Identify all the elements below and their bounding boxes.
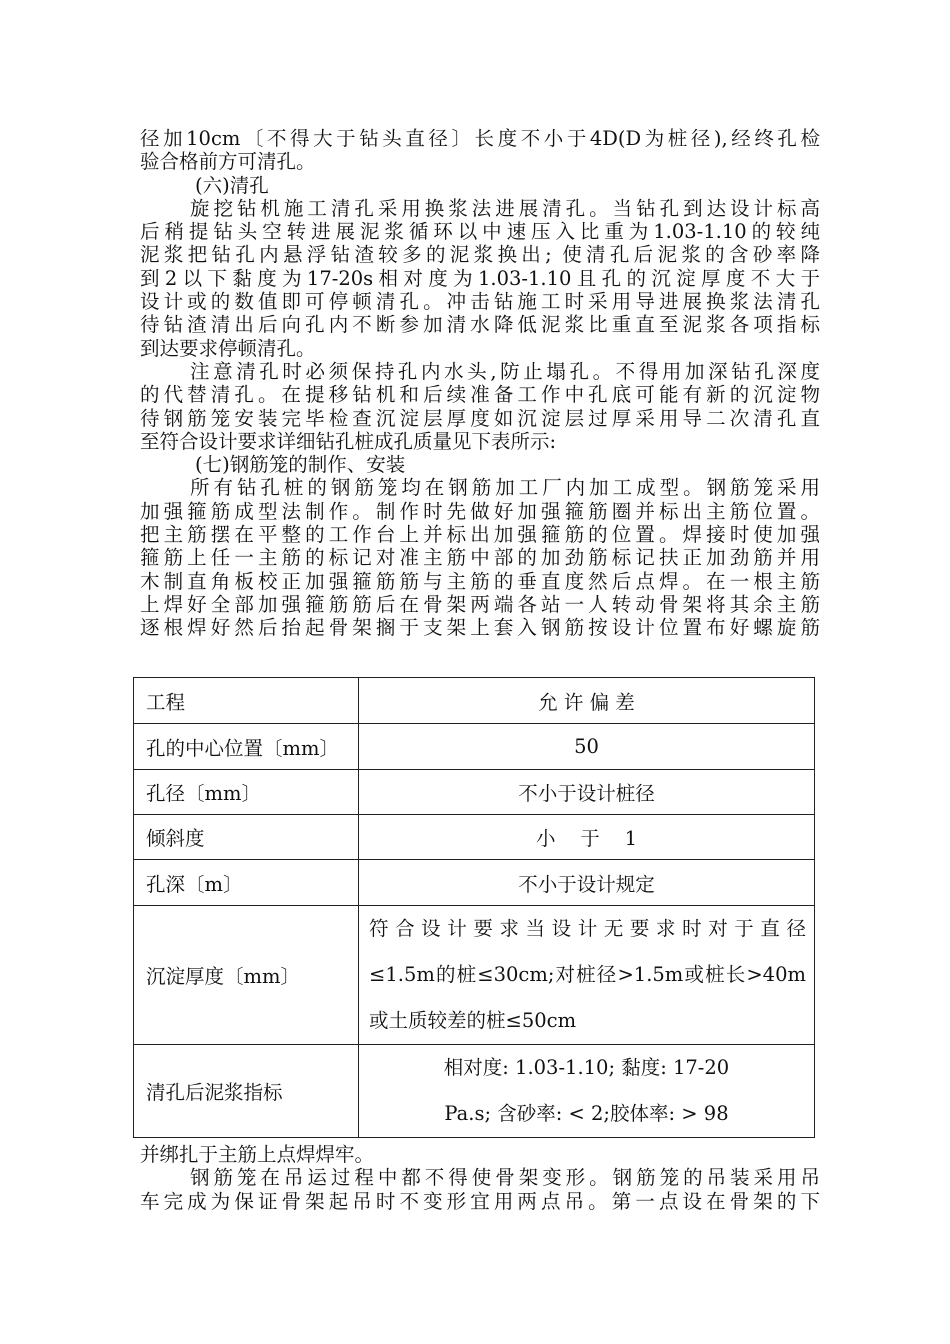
table-header-cell: 工程 xyxy=(134,678,359,724)
text-line: 径加10cm〔不得大于钻头直径〕长度不小于4D(D为桩径),经终孔检 xyxy=(140,127,820,150)
table-row xyxy=(134,1045,815,1138)
text-line: 后稍提钻头空转进展泥浆循环以中速压入比重为1.03-1.10的较纯 xyxy=(140,220,820,244)
cell-line: 相对度: 1.03-1.10; 黏度: 17-20 xyxy=(443,1056,730,1079)
table-cell: 孔深〔m〕 xyxy=(134,860,359,906)
table-cell: 孔的中心位置〔mm〕 xyxy=(134,724,359,770)
table-row xyxy=(134,770,815,815)
table-cell xyxy=(359,1045,815,1138)
text-line: 逐根焊好然后抬起骨架搁于支架上套入钢筋按设计位置布好螺旋筋 xyxy=(140,616,820,640)
text-line: 把主筋摆在平整的工作台上并标出加强箍筋的位置。焊接时使加强 xyxy=(140,523,820,547)
text-line: 木制直角板校正加强箍筋筋与主筋的垂直度然后点焊。在一根主筋 xyxy=(140,569,820,593)
text-line: 所有钻孔桩的钢筋笼均在钢筋加工厂内加工成型。钢筋笼采用 xyxy=(190,476,820,500)
body-text-bottom xyxy=(140,1143,820,1213)
text-line: 钢筋笼在吊运过程中都不得使骨架变形。钢筋笼的吊装采用吊 xyxy=(190,1166,820,1190)
table-cell: 不小于设计规定 xyxy=(359,860,815,906)
text-line: 的代替清孔。在提移钻机和后续准备工作中孔底可能有新的沉淀物 xyxy=(140,383,820,407)
table-cell: 孔径〔mm〕 xyxy=(134,770,359,815)
table-row xyxy=(134,860,815,906)
text-line: 泥浆把钻孔内悬浮钻渣较多的泥浆换出; 使清孔后泥浆的含砂率降 xyxy=(140,243,820,267)
text-line: 上焊好全部加强箍筋筋后在骨架两端各站一人转动骨架将其余主筋 xyxy=(140,592,820,616)
table-cell: 沉淀厚度〔mm〕 xyxy=(134,906,359,1045)
text-line: 验合格前方可清孔。 xyxy=(140,150,316,174)
text-line: 待钢筋笼安装完毕检查沉淀层厚度如沉淀层过厚采用导二次清孔直 xyxy=(140,406,820,430)
table-row xyxy=(134,815,815,860)
text-line: 至符合设计要求详细钻孔桩成孔质量见下表所示: xyxy=(140,429,557,453)
tolerance-table xyxy=(133,677,815,1138)
table-header-cell: 允 许 偏 差 xyxy=(359,678,815,724)
text-line: 并绑扎于主筋上点焊焊牢。 xyxy=(140,1143,375,1166)
cell-line: 符合设计要求当设计无要求时对于直径 xyxy=(369,917,806,940)
table-cell: 50 xyxy=(359,724,815,770)
table-cell xyxy=(359,906,815,1045)
table-cell: 清孔后泥浆指标 xyxy=(134,1045,359,1138)
text-line: 到2以下黏度为17-20s相对度为1.03-1.10且孔的沉淀厚度不大于 xyxy=(140,266,820,290)
text-line: 箍筋上任一主筋的标记对准主筋中部的加劲筋标记扶正加劲筋并用 xyxy=(140,546,820,570)
text-line: 车完成为保证骨架起吊时不变形宜用两点吊。第一点设在骨架的下 xyxy=(140,1189,820,1213)
table-cell: 不小于设计桩径 xyxy=(359,770,815,815)
text-line: 到达要求停顿清孔。 xyxy=(140,336,316,360)
text-line: 旋挖钻机施工清孔采用换浆法进展清孔。当钻孔到达设计标高 xyxy=(190,196,820,220)
table-header-row xyxy=(134,678,815,724)
cell-line: ≤1.5m的桩≤30cm;对桩径>1.5m或桩长>40m xyxy=(369,963,806,986)
text-line: 加强箍筋成型法制作。制作时先做好加强箍筋圈并标出主筋位置。 xyxy=(140,499,820,523)
table-cell: 小 于 1 xyxy=(359,815,815,860)
body-text-top xyxy=(140,127,820,640)
cell-line: Pa.s; 含砂率: < 2;胶体率: > 98 xyxy=(444,1102,729,1125)
table-row xyxy=(134,724,815,770)
cell-line: 或土质较差的桩≤50cm xyxy=(369,1009,577,1032)
text-line: 注意清孔时必须保持孔内水头,防止塌孔。不得用加深钻孔深度 xyxy=(190,359,820,383)
text-line: 待钻渣清出后向孔内不断参加清水降低泥浆比重直至泥浆各项指标 xyxy=(140,313,820,337)
section-heading: (六)清孔 xyxy=(195,173,269,197)
text-line: 设计或的数值即可停顿清孔。冲击钻施工时采用导进展换浆法清孔 xyxy=(140,290,820,314)
table-cell: 倾斜度 xyxy=(134,815,359,860)
section-heading: (七)钢筋笼的制作、安装 xyxy=(195,453,406,477)
table-row xyxy=(134,906,815,1045)
